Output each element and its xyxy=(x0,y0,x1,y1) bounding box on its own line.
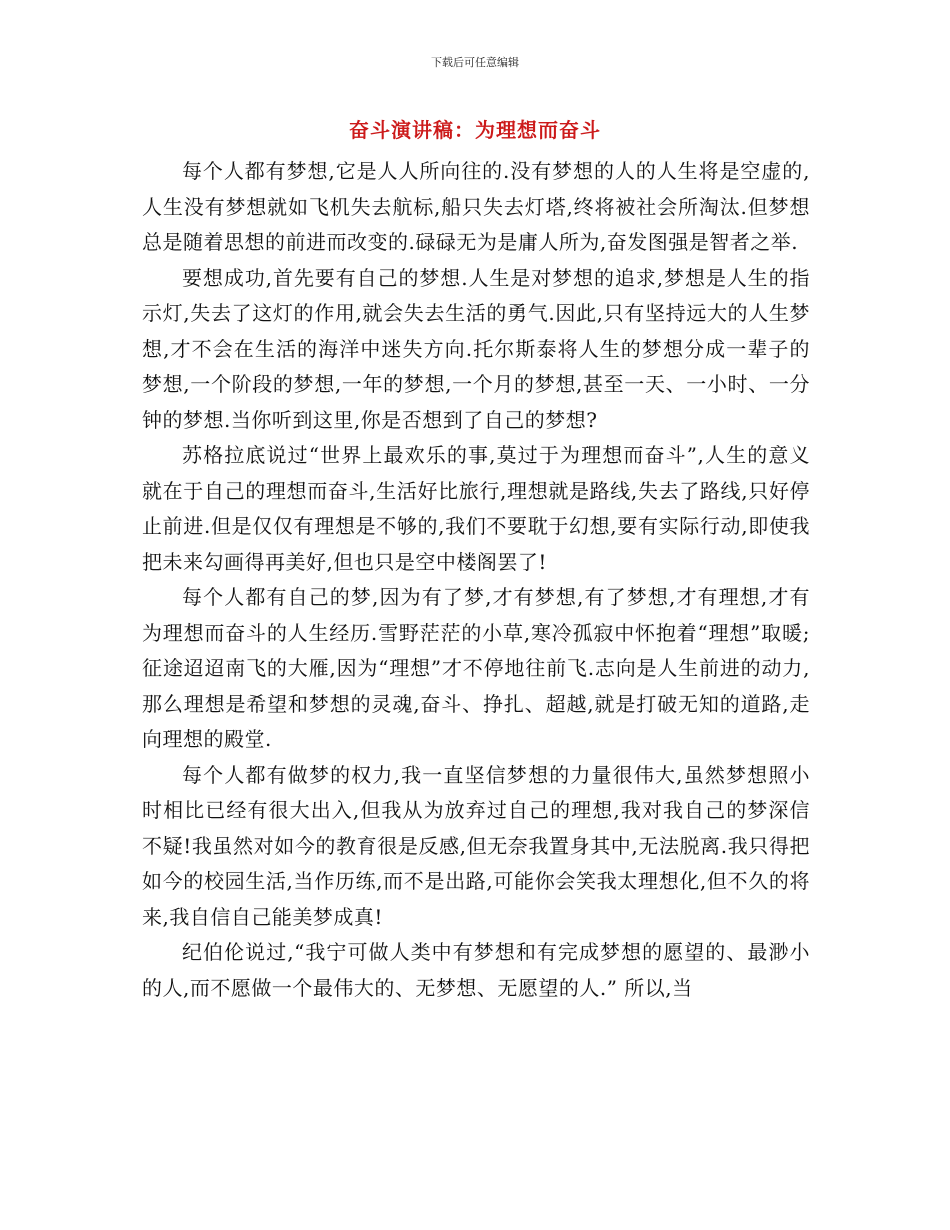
paragraph-3: 苏格拉底说过“世界上最欢乐的事,莫过于为理想而奋斗”,人生的意义就在于自己的理想而奋斗,生活好比旅行,理想就是路线,失去了路线,只好停止前进.但是仅仅有理想是不够的,我们不要耽于幻想,要有实际行动,即使我把未来勾画得再美好,但也只是空中楼阁罢了! xyxy=(142,443,810,574)
paragraph-1: 每个人都有梦想,它是人人所向往的.没有梦想的人的人生将是空虚的,人生没有梦想就如飞机失去航标,船只失去灯塔,终将被社会所淘汰.但梦想总是随着思想的前进而改变的.碌碌无为是庸人所为,奋发图强是智者之举. xyxy=(142,159,810,254)
header-note: 下载后可任意编辑 xyxy=(431,56,519,69)
paragraph-4: 每个人都有自己的梦,因为有了梦,才有梦想,有了梦想,才有理想,才有为理想而奋斗的人生经历.雪野茫茫的小草,寒冷孤寂中怀抱着“理想”取暖;征途迢迢南飞的大雁,因为“理想”才不停地往前飞.志向是人生前进的动力,那么理想是希望和梦想的灵魂,奋斗、挣扎、超越,就是打破无知的道路,走向理想的殿堂. xyxy=(142,585,810,751)
paragraph-5: 每个人都有做梦的权力,我一直坚信梦想的力量很伟大,虽然梦想照小时相比已经有很大出入,但我从为放弃过自己的理想,我对我自己的梦深信不疑!我虽然对如今的教育很是反感,但无奈我置身其中,无法脱离.我只得把如今的校园生活,当作历练,而不是出路,可能你会笑我太理想化,但不久的将来,我自信自己能美梦成真! xyxy=(142,762,810,929)
paragraph-6: 纪伯伦说过,“我宁可做人类中有梦想和有完成梦想的愿望的、最渺小的人,而不愿做一个最伟大的、无梦想、无愿望的人.” 所以,当 xyxy=(142,940,810,1000)
paragraph-2: 要想成功,首先要有自己的梦想.人生是对梦想的追求,梦想是人生的指示灯,失去了这灯的作用,就会失去生活的勇气.因此,只有坚持远大的人生梦想,才不会在生活的海洋中迷失方向.托尔斯泰将人生的梦想分成一辈子的梦想,一个阶段的梦想,一年的梦想,一个月的梦想,甚至一天、一小时、一分钟的梦想.当你听到这里,你是否想到了自己的梦想? xyxy=(142,265,810,432)
document-body xyxy=(142,154,810,1006)
document-title: 奋斗演讲稿：为理想而奋斗 xyxy=(349,118,601,142)
